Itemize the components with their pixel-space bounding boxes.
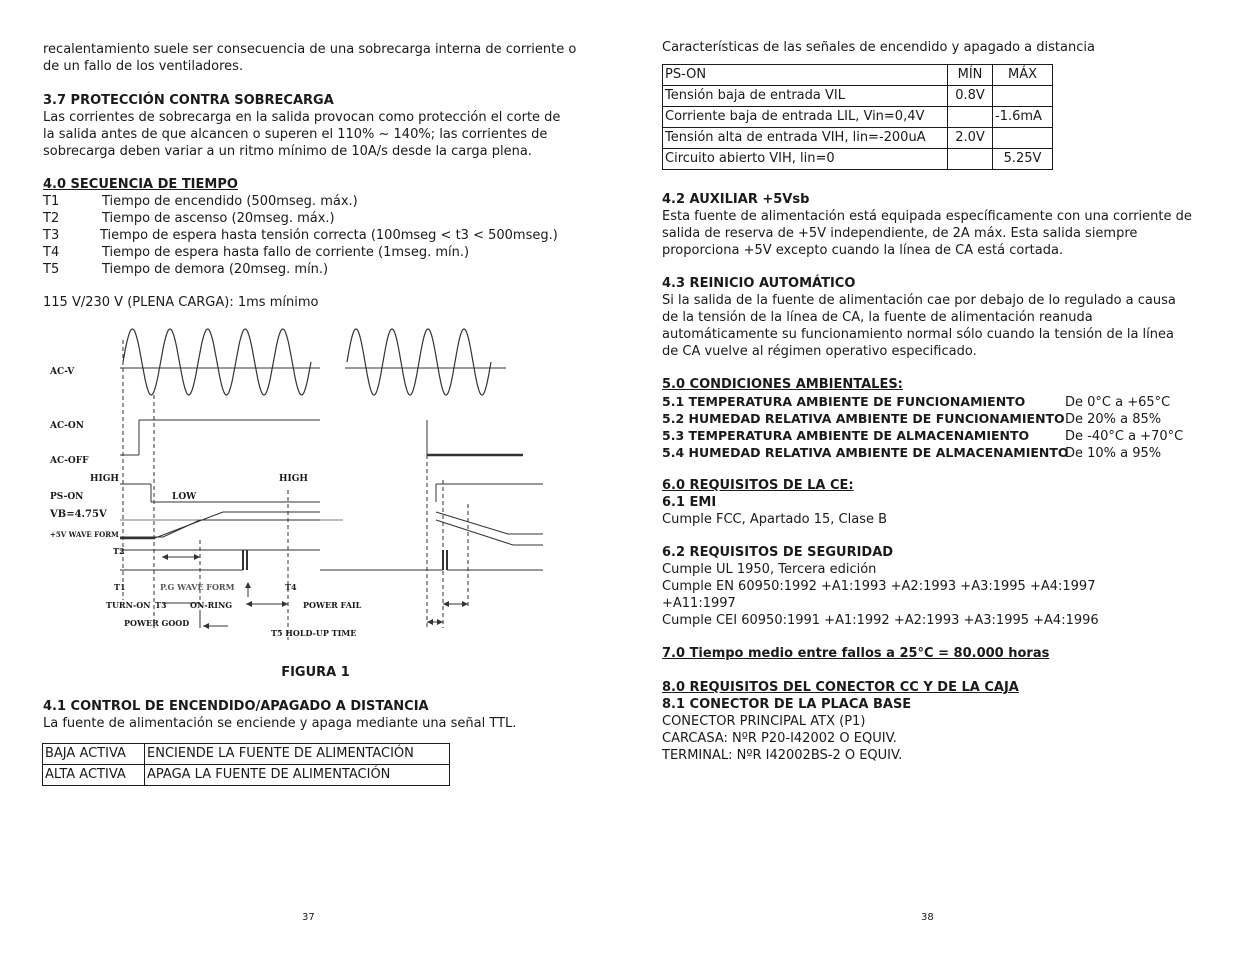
timing-code: T2 bbox=[43, 211, 60, 226]
condition-value: De -40°C a +70°C bbox=[1065, 429, 1184, 444]
label-t5-holdup: T5 HOLD-UP TIME bbox=[271, 628, 357, 638]
label-vb: VB=4.75V bbox=[50, 509, 107, 520]
ac-v-waveform-right bbox=[347, 329, 491, 395]
table-cell bbox=[993, 86, 1053, 107]
arrow-head bbox=[203, 623, 209, 629]
table-cell bbox=[948, 149, 993, 170]
text-line: CONECTOR PRINCIPAL ATX (P1) bbox=[662, 714, 866, 729]
table-cell: ALTA ACTIVA bbox=[43, 765, 145, 786]
table-row bbox=[663, 86, 1053, 107]
section-heading: 8.0 REQUISITOS DEL CONECTOR CC Y DE LA CAJA bbox=[662, 680, 1019, 695]
subsection-heading: 6.2 REQUISITOS DE SEGURIDAD bbox=[662, 545, 894, 560]
label-5v-waveform: +5V WAVE FORM bbox=[50, 530, 119, 539]
table-header-row bbox=[663, 65, 1053, 86]
condition-value: De 10% a 95% bbox=[1065, 446, 1162, 461]
condition-row bbox=[662, 427, 1207, 444]
arrow-head bbox=[282, 601, 288, 607]
timing-text: Tiempo de encendido (500mseg. máx.) bbox=[102, 194, 358, 209]
section-heading: 4.3 REINICIO AUTOMÁTICO bbox=[662, 276, 856, 291]
table-cell: Corriente baja de entrada LIL, Vin=0,4V bbox=[663, 107, 948, 128]
table-cell: Tensión baja de entrada VIL bbox=[663, 86, 948, 107]
right-page bbox=[662, 0, 1207, 954]
text-line: Las corrientes de sobrecarga en la salida provocan como protección el corte de bbox=[43, 110, 561, 125]
table-cell bbox=[948, 107, 993, 128]
condition-label: 5.2 HUMEDAD RELATIVA AMBIENTE DE FUNCIONAMIENTO bbox=[662, 411, 1065, 426]
condition-value: De 0°C a +65°C bbox=[1065, 395, 1171, 410]
text-line: TERMINAL: NºR I42002BS-2 O EQUIV. bbox=[662, 748, 903, 763]
section-heading: 7.0 Tiempo medio entre fallos a 25°C = 80.000 horas bbox=[662, 646, 1050, 661]
text-line: CARCASA: NºR P20-I42002 O EQUIV. bbox=[662, 731, 897, 746]
arrow-head bbox=[427, 619, 433, 625]
subsection-heading: 6.1 EMI bbox=[662, 495, 717, 510]
ac-v-waveform-left bbox=[123, 329, 311, 395]
condition-row bbox=[662, 393, 1207, 410]
table-header-cell: MÁX bbox=[993, 65, 1053, 86]
text-line: Esta fuente de alimentación está equipada específicamente con una corriente de bbox=[662, 209, 1192, 224]
ttl-control-table bbox=[42, 743, 450, 786]
figure-caption: FIGURA 1 bbox=[281, 665, 350, 680]
signals-table bbox=[662, 64, 1053, 170]
section-4-3 bbox=[662, 275, 1207, 360]
text-line: +A11:1997 bbox=[662, 596, 736, 611]
signals-title: Características de las señales de encendido y apagado a distancia bbox=[662, 40, 1095, 55]
label-power-good: POWER GOOD bbox=[124, 618, 190, 628]
text-line: Cumple CEI 60950:1991 +A1:1992 +A2:1993 +A3:1995 +A4:1996 bbox=[662, 613, 1099, 628]
signals-title-wrap bbox=[662, 39, 1207, 56]
condition-label: 5.4 HUMEDAD RELATIVA AMBIENTE DE ALMACENAMIENTO bbox=[662, 445, 1069, 460]
section-6-2 bbox=[662, 544, 1207, 629]
arrow-head bbox=[246, 601, 252, 607]
label-t4: T4 bbox=[285, 582, 297, 592]
section-4-2 bbox=[662, 191, 1207, 259]
table-cell: BAJA ACTIVA bbox=[43, 744, 145, 765]
timing-text: Tiempo de demora (20mseg. mín.) bbox=[102, 262, 329, 277]
timing-code: T4 bbox=[43, 245, 60, 260]
label-t1: T1 bbox=[114, 582, 126, 592]
text-line: de CA vuelve al régimen operativo especificado. bbox=[662, 344, 977, 359]
section-6-0 bbox=[662, 477, 1207, 528]
table-cell: 0.8V bbox=[948, 86, 993, 107]
table-cell: Circuito abierto VIH, lin=0 bbox=[663, 149, 948, 170]
label-ac-v: AC-V bbox=[50, 367, 75, 377]
arrow-head bbox=[462, 601, 468, 607]
label-low: LOW bbox=[172, 492, 197, 502]
arrow-head bbox=[443, 601, 449, 607]
text-line: de la tensión de la línea de CA, la fuente de alimentación reanuda bbox=[662, 310, 1093, 325]
text-line: Si la salida de la fuente de alimentación cae por debajo de lo regulado a causa bbox=[662, 293, 1176, 308]
section-heading: 4.1 CONTROL DE ENCENDIDO/APAGADO A DISTANCIA bbox=[43, 699, 429, 714]
label-on-ring: ON-RING bbox=[190, 600, 233, 610]
section-5-0 bbox=[662, 376, 1207, 461]
condition-value: De 20% a 85% bbox=[1065, 412, 1162, 427]
section-4-1 bbox=[43, 698, 588, 732]
text-line: Cumple UL 1950, Tercera edición bbox=[662, 562, 877, 577]
text-line: de un fallo de los ventiladores. bbox=[43, 59, 244, 74]
table-cell: Tensión alta de entrada VIH, lin=-200uA bbox=[663, 128, 948, 149]
page-number: 37 bbox=[302, 912, 315, 923]
condition-label: 5.3 TEMPERATURA AMBIENTE DE ALMACENAMIENTO bbox=[662, 428, 1030, 443]
table-cell: -1.6mA bbox=[993, 107, 1053, 128]
section-heading: 3.7 PROTECCIÓN CONTRA SOBRECARGA bbox=[43, 93, 334, 108]
text-line: automáticamente su funcionamiento normal sólo cuando la tensión de la línea bbox=[662, 327, 1174, 342]
text-line: 115 V/230 V (PLENA CARGA): 1ms mínimo bbox=[43, 295, 319, 310]
timing-text: Tiempo de espera hasta fallo de corriente (1mseg. mín.) bbox=[102, 245, 470, 260]
table-cell: 5.25V bbox=[993, 149, 1053, 170]
section-heading: 6.0 REQUISITOS DE LA CE: bbox=[662, 478, 854, 493]
table-row bbox=[43, 765, 450, 786]
figure-caption-wrap bbox=[43, 664, 588, 681]
timing-text: Tiempo de ascenso (20mseg. máx.) bbox=[102, 211, 335, 226]
table-row bbox=[663, 107, 1053, 128]
section-7-0 bbox=[662, 645, 1207, 662]
timing-text: Tiempo de espera hasta tensión correcta (100mseg < t3 < 500mseg.) bbox=[100, 228, 558, 243]
table-cell: 2.0V bbox=[948, 128, 993, 149]
label-high: HIGH bbox=[279, 474, 308, 484]
label-t2: T2 bbox=[113, 546, 125, 556]
text-line: salida de reserva de +5V independiente, de 2A máx. Esta salida siempre bbox=[662, 226, 1138, 241]
text-line: sobrecarga deben variar a un ritmo mínimo de 10A/s desde la carga plena. bbox=[43, 144, 532, 159]
subsection-heading: 8.1 CONECTOR DE LA PLACA BASE bbox=[662, 697, 912, 712]
table-row bbox=[43, 744, 450, 765]
table-header-cell: PS-ON bbox=[663, 65, 948, 86]
condition-row bbox=[662, 410, 1207, 427]
condition-row bbox=[662, 444, 1207, 461]
label-power-fail: POWER FAIL bbox=[303, 600, 362, 610]
text-line: Cumple FCC, Apartado 15, Clase B bbox=[662, 512, 888, 527]
section-heading: 5.0 CONDICIONES AMBIENTALES: bbox=[662, 377, 903, 392]
label-turn-on: TURN-ON bbox=[106, 600, 151, 610]
label-ps-on: PS-ON bbox=[50, 492, 84, 502]
text-line: proporciona +5V excepto cuando la línea de CA está cortada. bbox=[662, 243, 1064, 258]
text-line: La fuente de alimentación se enciende y apaga mediante una señal TTL. bbox=[43, 716, 517, 731]
condition-label: 5.1 TEMPERATURA AMBIENTE DE FUNCIONAMIENTO bbox=[662, 394, 1026, 409]
text-line: recalentamiento suele ser consecuencia de una sobrecarga interna de corriente o bbox=[43, 42, 577, 57]
timing-code: T1 bbox=[43, 194, 60, 209]
label-pg-waveform: P.G WAVE FORM bbox=[160, 582, 235, 592]
text-line: la salida antes de que alcancen o superen el 110% ~ 140%; las corrientes de bbox=[43, 127, 548, 142]
section-heading: 4.0 SECUENCIA DE TIEMPO bbox=[43, 177, 238, 192]
timing-code: T5 bbox=[43, 262, 60, 277]
label-ac-off: AC-OFF bbox=[50, 456, 89, 466]
arrow-head bbox=[437, 619, 443, 625]
text-line: Cumple EN 60950:1992 +A1:1993 +A2:1993 +A3:1995 +A4:1997 bbox=[662, 579, 1096, 594]
table-cell bbox=[993, 128, 1053, 149]
table-cell: ENCIENDE LA FUENTE DE ALIMENTACIÓN bbox=[145, 744, 450, 765]
timing-diagram bbox=[43, 0, 588, 954]
arrow-head bbox=[245, 582, 251, 588]
arrow-head bbox=[194, 554, 200, 560]
table-row bbox=[663, 149, 1053, 170]
timing-code: T3 bbox=[43, 228, 60, 243]
table-header-cell: MÍN bbox=[948, 65, 993, 86]
label-ac-on: AC-ON bbox=[50, 421, 84, 431]
section-8-0 bbox=[662, 679, 1207, 764]
table-cell: APAGA LA FUENTE DE ALIMENTACIÓN bbox=[145, 765, 450, 786]
table-row bbox=[663, 128, 1053, 149]
arrow-head bbox=[162, 554, 168, 560]
left-page bbox=[43, 0, 588, 954]
label-t3: T3 bbox=[155, 600, 167, 610]
page-number: 38 bbox=[921, 912, 934, 923]
section-heading: 4.2 AUXILIAR +5Vsb bbox=[662, 192, 810, 207]
label-high: HIGH bbox=[90, 474, 119, 484]
